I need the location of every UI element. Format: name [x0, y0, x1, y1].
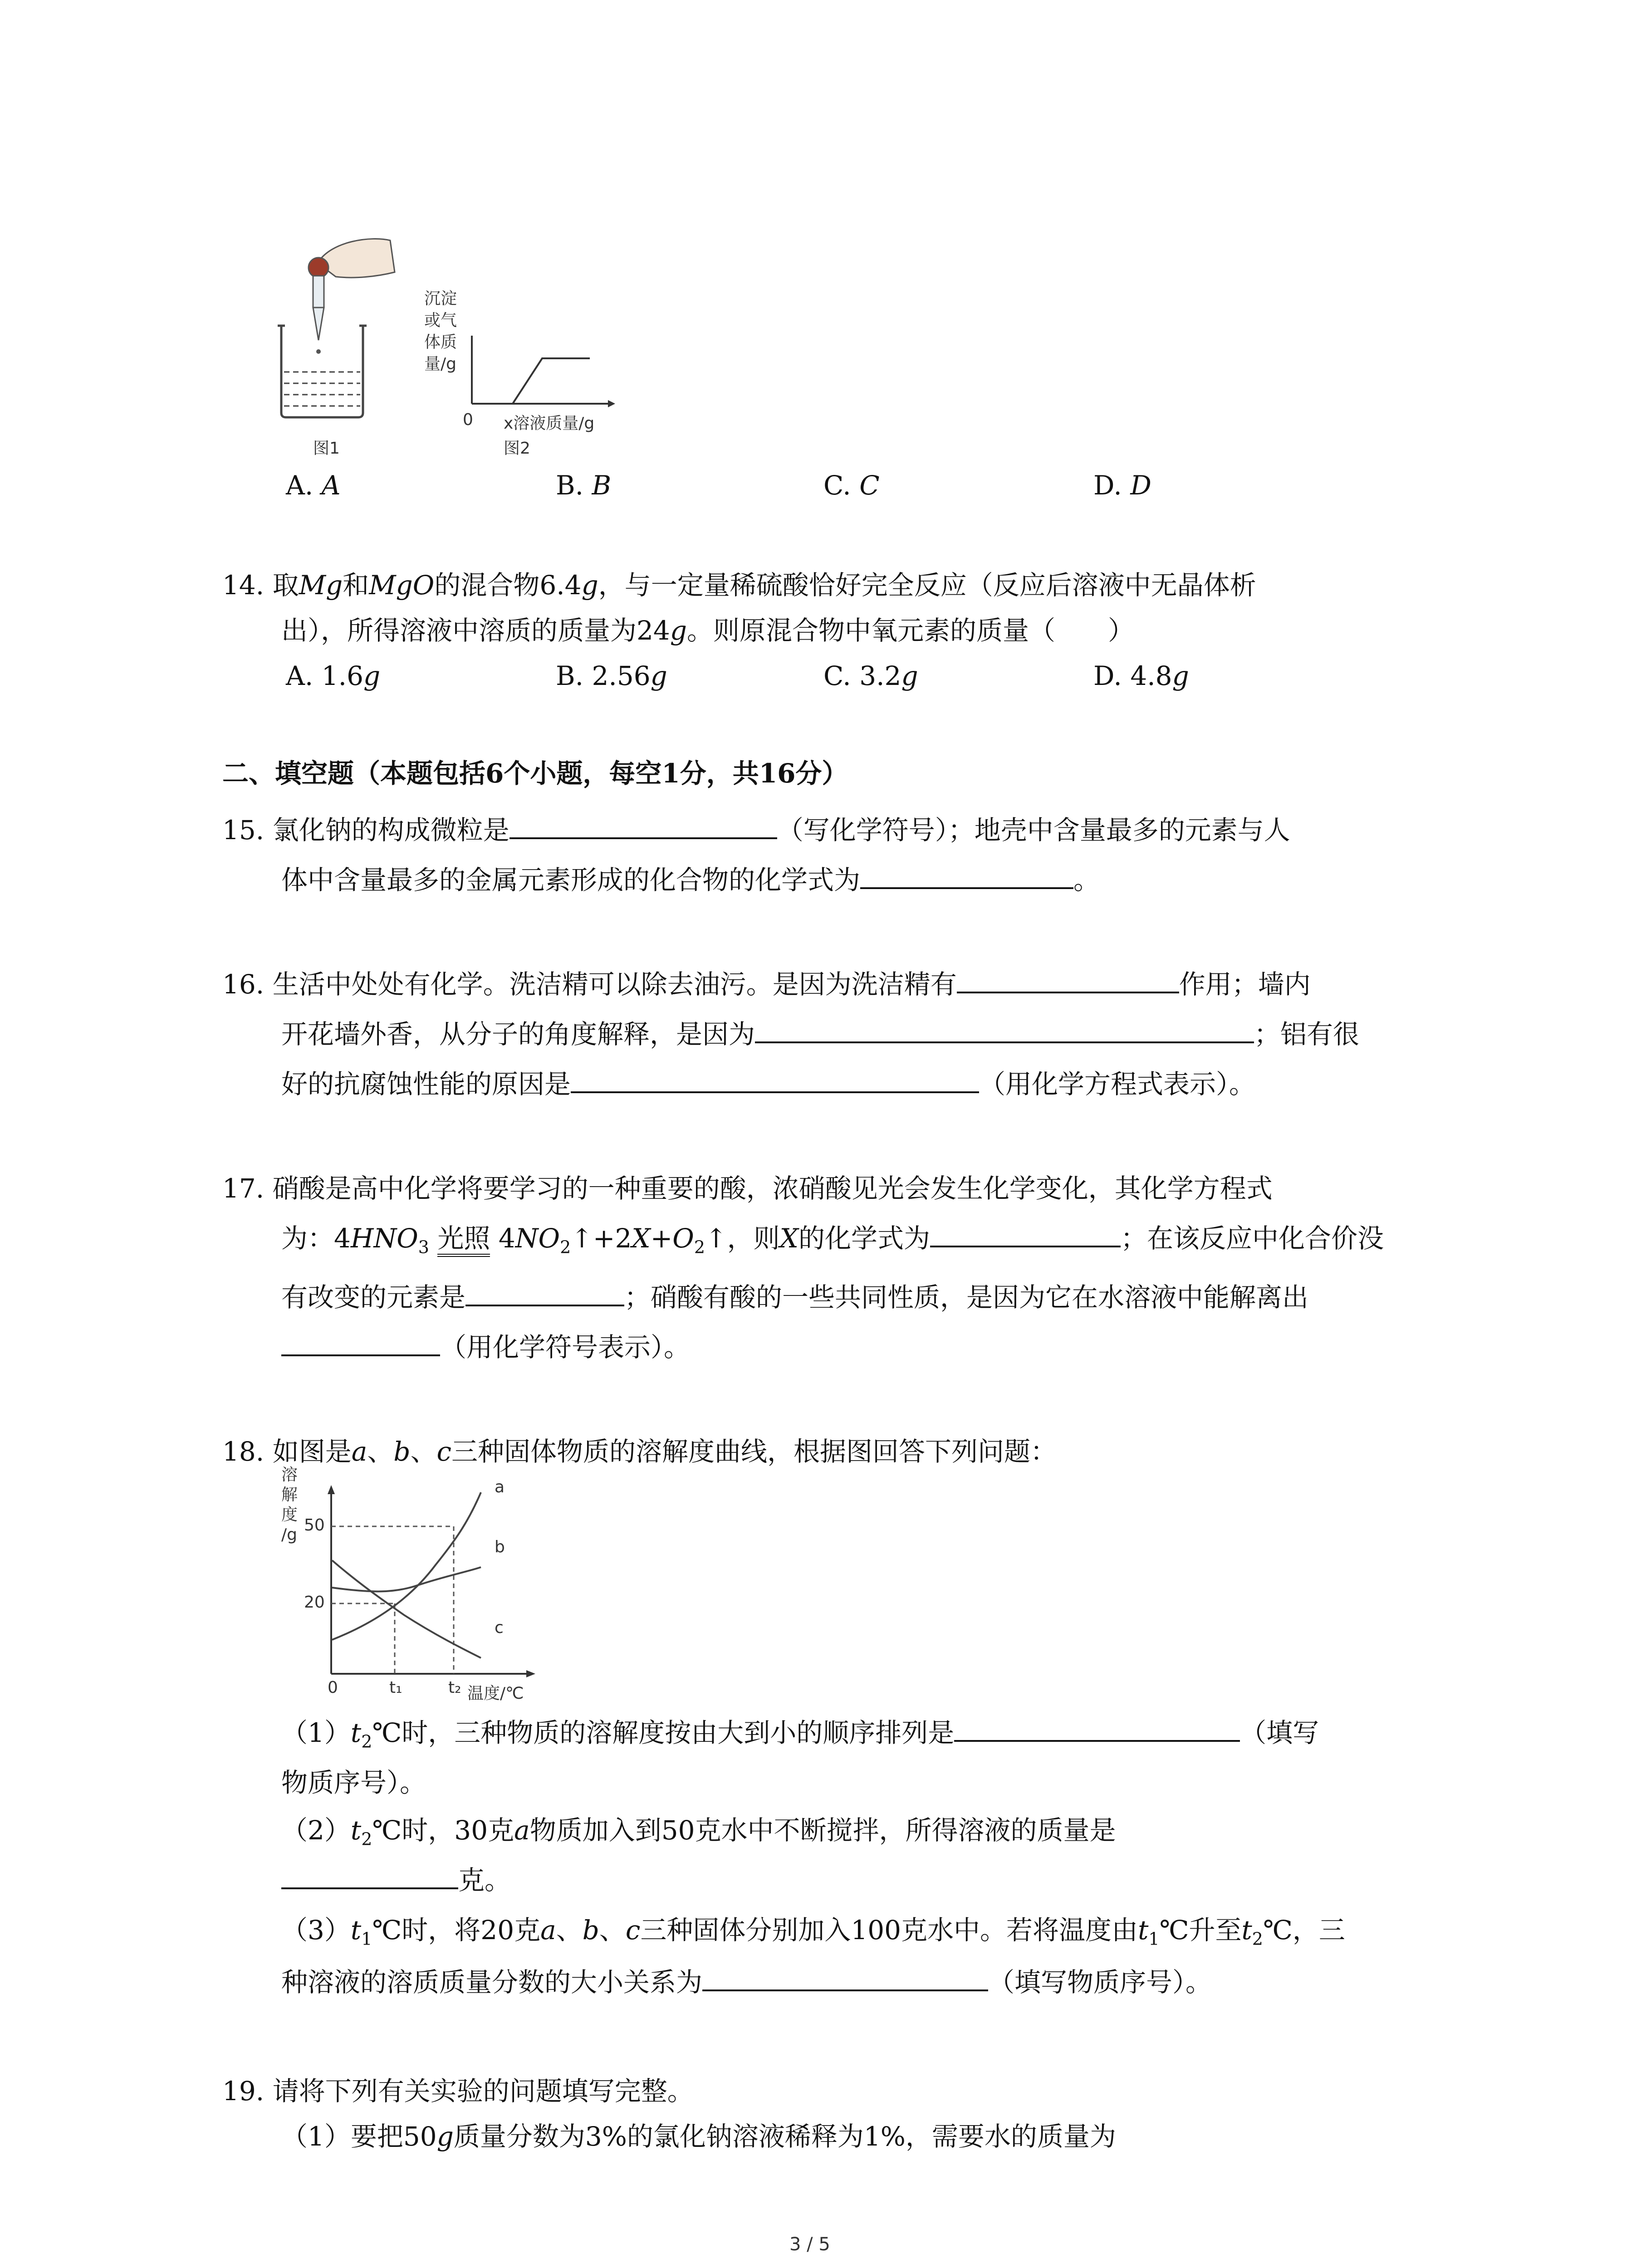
- q18-part-2-line-1: $(2)t_2℃$时，30克a物质加入到50克水中不断搅拌，所得溶液的质量是: [281, 1815, 1116, 1849]
- q18-part-1-line-2: 物质序号）。: [281, 1767, 426, 1798]
- q18-line-1: 18. 如图是a、b、c三种固体物质的溶解度曲线，根据图回答下列问题：: [222, 1436, 1057, 1467]
- page-number: 3 / 5: [789, 2234, 830, 2255]
- q17-blank-1[interactable]: [930, 1220, 1121, 1247]
- q13-option-a[interactable]: A. A: [286, 470, 341, 501]
- q19-part-1: （1）要把50g质量分数为3%的氯化钠溶液稀释为1%，需要水的质量为: [281, 2121, 1116, 2152]
- q18-chart-ylabel: 溶 解 度 /g: [281, 1466, 298, 1544]
- q18-blank-3[interactable]: [702, 1964, 988, 1991]
- q15-blank-2[interactable]: [860, 862, 1073, 889]
- q18-part-3-line-2: 种溶液的溶质质量分数的大小关系为 （填写物质序号）。: [281, 1964, 1212, 2000]
- q17-condition: 光照: [437, 1223, 490, 1257]
- q18-part-3-line-1: $(3)t_1℃$时，将20克a、b、c三种固体分别加入100克水中。若将温度由$t_1℃$升至$t_2℃$，三: [281, 1915, 1345, 1949]
- section-2-title: 二、填空题（本题包括6个小题，每空1分，共16分）: [222, 758, 848, 789]
- q18-chart-origin: 0: [328, 1678, 338, 1697]
- q18-solubility-chart: [281, 1474, 535, 1701]
- q14-option-d[interactable]: D. 4.8g: [1093, 660, 1189, 691]
- q16-blank-1[interactable]: [957, 966, 1179, 993]
- q18-part-1-line-1: $(1)t_2℃$时，三种物质的溶解度按由大到小的顺序排列是 （填写: [281, 1715, 1319, 1751]
- q16-line-3: 好的抗腐蚀性能的原因是 （用化学方程式表示）。: [281, 1066, 1255, 1102]
- q19-line-1: 19. 请将下列有关实验的问题填写完整。: [222, 2076, 694, 2107]
- q14-option-c[interactable]: C. 3.2g: [823, 660, 918, 691]
- q14-option-b[interactable]: B. 2.56g: [556, 660, 667, 691]
- q18-chart-label-b: b: [495, 1538, 505, 1556]
- q14-option-a[interactable]: A. 1.6g: [286, 660, 381, 691]
- q13-figure-2: [463, 336, 617, 413]
- q18-blank-1[interactable]: [954, 1715, 1240, 1742]
- q14-line-1: 14. 取Mg和MgO的混合物6.4g，与一定量稀硫酸恰好完全反应（反应后溶液中无晶体析: [222, 570, 1256, 601]
- q13-option-c[interactable]: C. C: [823, 470, 880, 501]
- q13-option-d[interactable]: D. D: [1093, 470, 1151, 501]
- q18-chart-t2: t₂: [448, 1678, 461, 1697]
- q18-blank-2[interactable]: [281, 1862, 458, 1889]
- q18-curve-a: [332, 1492, 481, 1640]
- q18-chart-xlabel: 温度/℃: [467, 1684, 524, 1703]
- q18-curve-c: [332, 1560, 481, 1658]
- q18-part-2-line-2: 克。: [281, 1862, 511, 1898]
- q13-fig2-ylabel: 沉淀 或气 体质 量/g: [424, 289, 457, 373]
- q18-chart-y50: 50: [304, 1516, 325, 1535]
- q13-fig2-label: 图2: [504, 439, 530, 458]
- q17-line-3: 有改变的元素是 ；硝酸有酸的一些共同性质，是因为它在水溶液中能解离出: [281, 1279, 1308, 1315]
- q13-option-b[interactable]: B. B: [556, 470, 612, 501]
- q18-chart-y20: 20: [304, 1593, 325, 1612]
- q16-line-1: 16. 生活中处处有化学。洗洁精可以除去油污。是因为洗洁精有 作用；墙内: [222, 966, 1311, 1002]
- q13-fig1-label: 图1: [313, 439, 340, 458]
- q15-line-1: 15. 氯化钠的构成微粒是 （写化学符号）；地壳中含量最多的元素与人: [222, 812, 1290, 848]
- q13-fig2-origin: 0: [463, 411, 473, 429]
- q14-line-2: 出），所得溶液中溶质的质量为24g。则原混合物中氧元素的质量（ ）: [281, 615, 1134, 646]
- q16-blank-3[interactable]: [571, 1066, 979, 1093]
- q16-blank-2[interactable]: [755, 1016, 1254, 1043]
- q13-fig2-xlabel: x溶液质量/g: [504, 414, 595, 433]
- q16-line-2: 开花墙外香，从分子的角度解释，是因为 ；铝有很: [281, 1016, 1359, 1052]
- q15-line-2: 体中含量最多的金属元素形成的化合物的化学式为 。: [281, 862, 1100, 898]
- q17-blank-2[interactable]: [465, 1279, 624, 1306]
- q17-blank-3[interactable]: [281, 1329, 440, 1356]
- q17-line-2: 为：$4HNO_3$ 光照 $4NO_2↑+2X+O_2↑$，则X的化学式为 ；在该反应中化合价没: [281, 1220, 1384, 1256]
- q17-line-4: （用化学符号表示）。: [281, 1329, 690, 1365]
- q18-chart-label-c: c: [495, 1618, 504, 1637]
- q17-line-1: 17. 硝酸是高中化学将要学习的一种重要的酸，浓硝酸见光会发生化学变化，其化学方程式: [222, 1173, 1273, 1204]
- q18-chart-label-a: a: [495, 1478, 505, 1496]
- q18-chart-t1: t₁: [389, 1678, 402, 1697]
- q15-blank-1[interactable]: [509, 812, 777, 839]
